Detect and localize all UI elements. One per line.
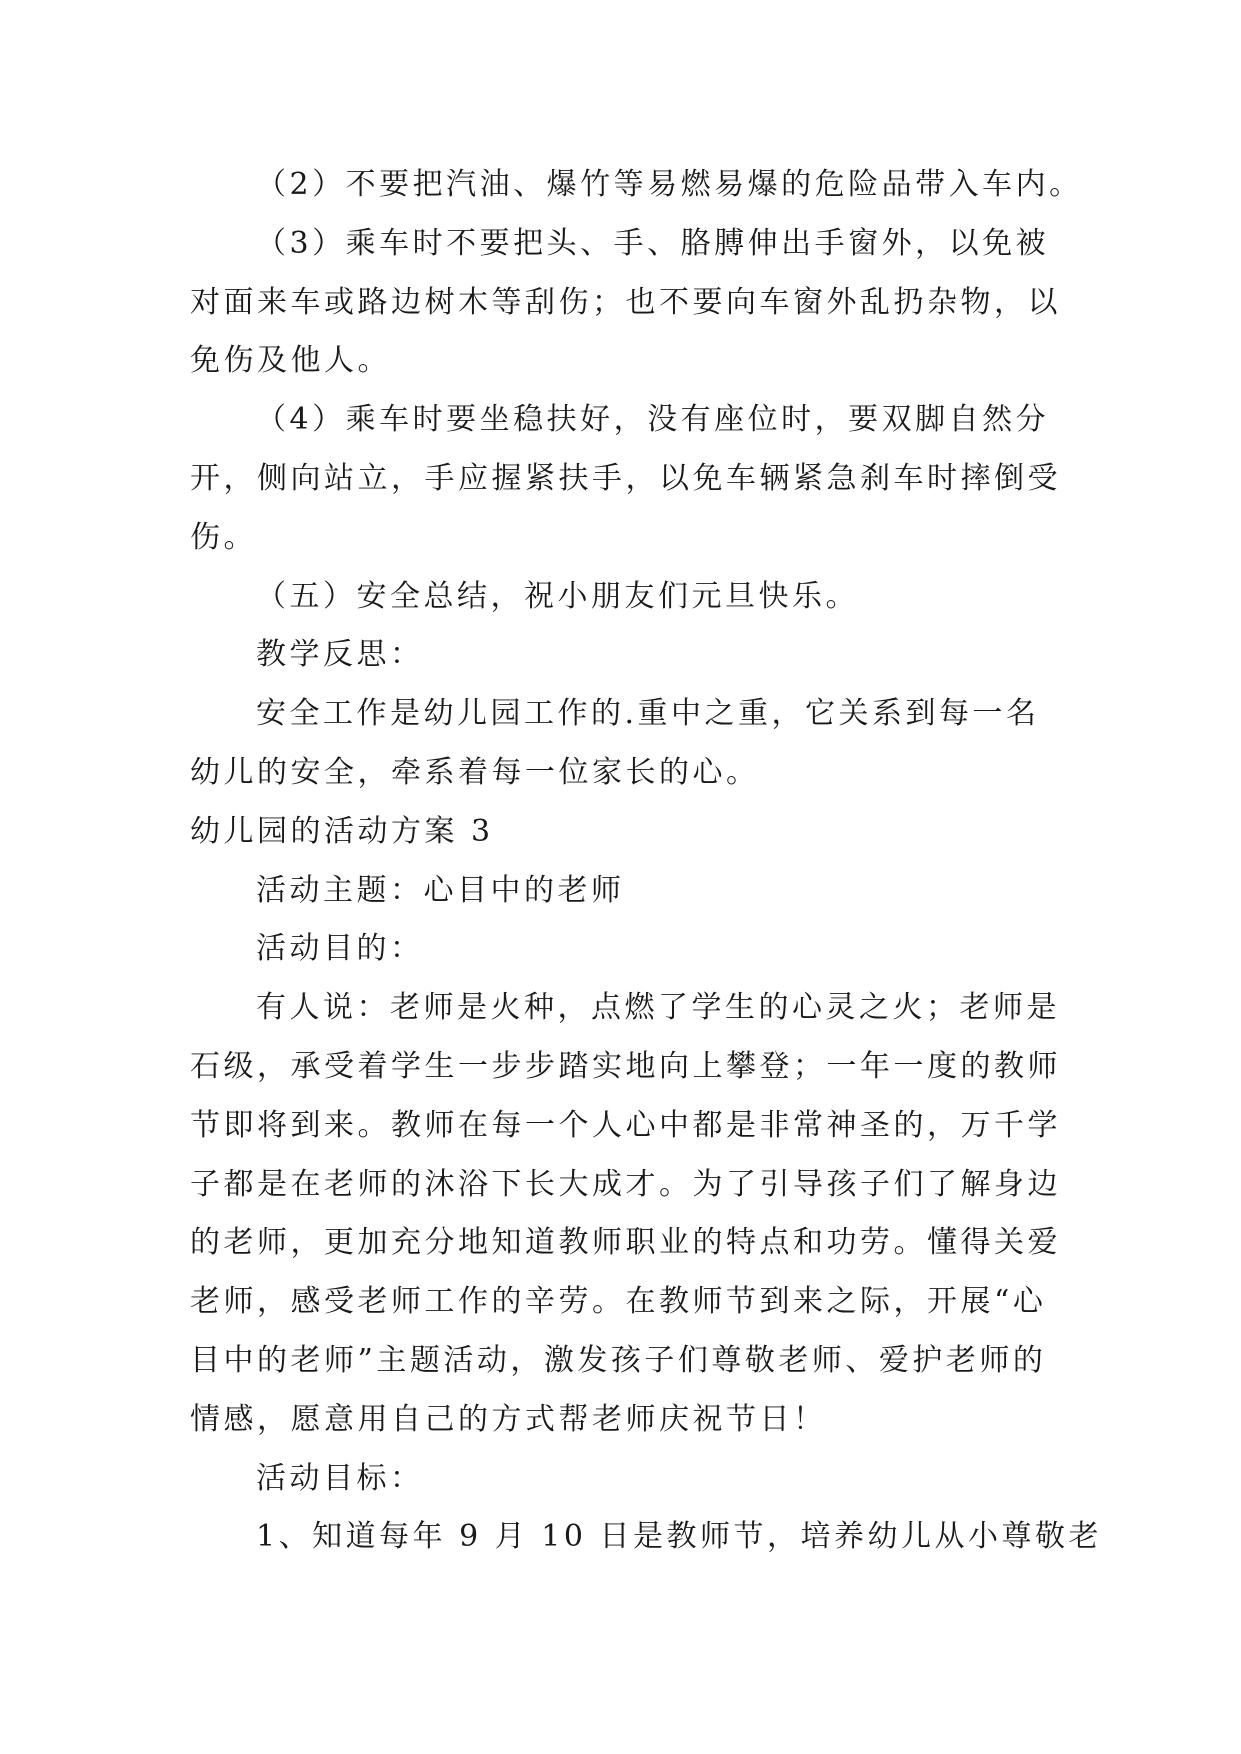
text-line: 教学反思： xyxy=(256,637,424,673)
text-line: 的老师，更加充分地知道教师职业的特点和功劳。懂得关爱 xyxy=(190,1225,1061,1261)
text-line: 子都是在老师的沐浴下长大成才。为了引导孩子们了解身边 xyxy=(190,1166,1061,1202)
text-line: 开，侧向站立，手应握紧扶手，以免车辆紧急刹车时摔倒受 xyxy=(190,460,1061,496)
text-line: 石级，承受着学生一步步踏实地向上攀登；一年一度的教师 xyxy=(190,1048,1061,1084)
text-line: 情感，愿意用自己的方式帮老师庆祝节日！ xyxy=(190,1401,827,1437)
text-line: （4）乘车时要坐稳扶好，没有座位时，要双脚自然分 xyxy=(256,402,1050,438)
text-line: 目中的老师”主题活动，激发孩子们尊敬老师、爱护老师的 xyxy=(190,1342,1047,1378)
text-line: 活动目标： xyxy=(256,1460,424,1496)
text-line: 活动目的： xyxy=(256,931,424,967)
text-line: 幼儿园的活动方案 3 xyxy=(190,813,494,849)
text-line: 伤。 xyxy=(190,519,257,555)
text-line: 节即将到来。教师在每一个人心中都是非常神圣的，万千学 xyxy=(190,1107,1061,1143)
text-line: （2）不要把汽油、爆竹等易燃易爆的危险品带入车内。 xyxy=(256,167,1083,202)
text-line: 安全工作是幼儿园工作的.重中之重，它关系到每一名 xyxy=(256,696,1040,732)
text-line: 老师，感受老师工作的辛劳。在教师节到来之际，开展“心 xyxy=(190,1284,1047,1320)
text-line: 活动主题：心目中的老师 xyxy=(256,872,625,908)
document-body xyxy=(190,156,1102,1567)
text-line: 对面来车或路边树木等刮伤；也不要向车窗外乱扔杂物，以 xyxy=(190,284,1061,320)
text-line: 幼儿的安全，牵系着每一位家长的心。 xyxy=(190,754,760,790)
text-line: 1、知道每年 9 月 10 日是教师节，培养幼儿从小尊敬老 xyxy=(256,1519,1102,1555)
text-line: （五）安全总结，祝小朋友们元旦快乐。 xyxy=(256,578,859,614)
text-line: 有人说：老师是火种，点燃了学生的心灵之火；老师是 xyxy=(256,990,1060,1026)
text-line: （3）乘车时不要把头、手、胳膊伸出手窗外，以免被 xyxy=(256,225,1050,261)
text-line: 免伤及他人。 xyxy=(190,343,391,379)
